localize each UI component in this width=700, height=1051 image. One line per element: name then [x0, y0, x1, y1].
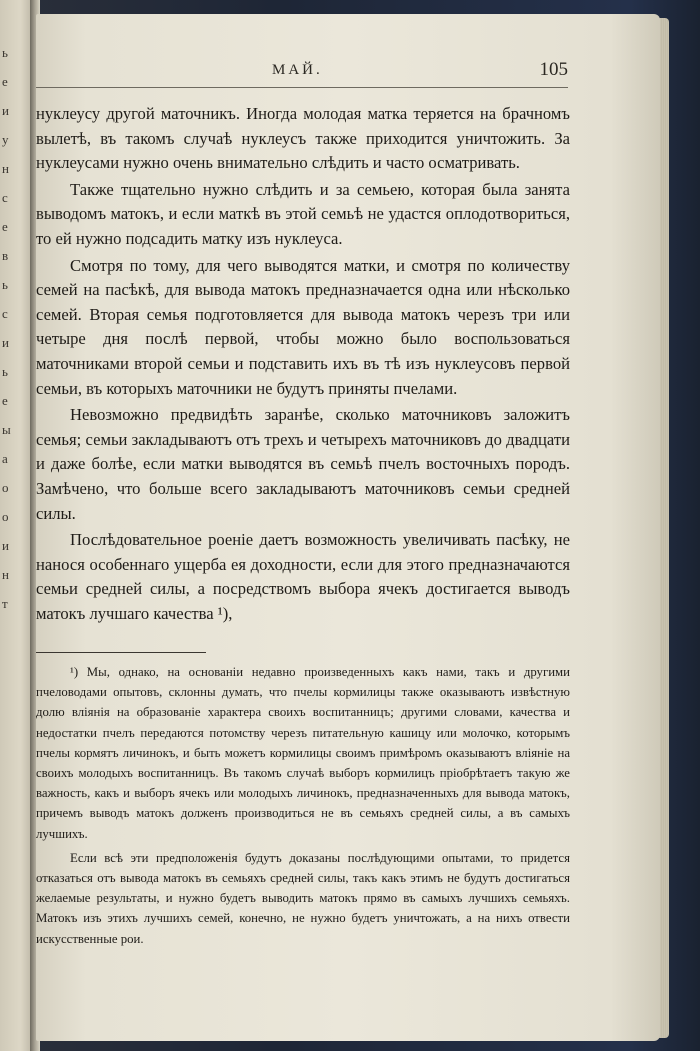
previous-page-fragment: а	[2, 451, 9, 466]
footnotes	[36, 662, 570, 949]
previous-page-fragment: с	[2, 190, 9, 205]
previous-page-fragment: е	[2, 393, 9, 408]
previous-page-fragment: и	[2, 103, 10, 118]
previous-page-fragment: о	[2, 509, 10, 524]
previous-page-fragment: с	[2, 306, 9, 321]
previous-page-fragment: о	[2, 480, 10, 495]
previous-page-fragment: ь	[2, 277, 9, 292]
footnote-paragraph: ¹) Мы, однако, на основаніи недавно произведенныхъ какъ нами, такъ и другими пчеловодами опытовъ, склонны думать, что пчелы кормилицы также оказываютъ извѣстную долю вліянія на образованіе характера своихъ воспитанницъ; другими словами, качества и недостатки пчелъ передаются потомству черезъ питательную кашицу или молочко, которымъ пчелы кормятъ личинокъ, и быть можетъ кормилицы своимъ примѣромъ оказываютъ вліяніе на своихъ молодыхъ воспитанницъ. Въ такомъ случаѣ выборъ кормилицъ пріобрѣтаетъ такую же важность, какъ и выборъ ячекъ или молодыхъ личинокъ, предназначенныхъ для вывода матокъ, причемъ выводъ матокъ долженъ производиться не въ семьяхъ средней силы, а въ самыхъ лучшихъ.	[36, 665, 570, 841]
previous-page-fragment: н	[2, 161, 10, 176]
previous-page-fragment: в	[2, 248, 10, 263]
running-head: МАЙ.	[272, 62, 323, 78]
page-header	[36, 59, 660, 86]
book-page	[36, 14, 660, 1041]
footnote-paragraph: Если всѣ эти предположенія будутъ доказаны послѣдующими опытами, то придется отказаться отъ вывода матокъ въ семьяхъ средней силы, такъ какъ этимъ не будутъ достигаться желаемые результаты, и нужно будетъ выводить матокъ прямо въ самыхъ лучшихъ семьяхъ. Матокъ изъ этихъ лучшихъ семей, конечно, не нужно будетъ уничтожать, а на нихъ отвести искусственные рои.	[36, 850, 570, 946]
previous-page-fragment: т	[2, 596, 9, 611]
previous-page-fragment: у	[2, 132, 10, 147]
previous-page-fragment: н	[2, 567, 10, 582]
main-text	[36, 102, 570, 626]
body-paragraph: Смотря по тому, для чего выводятся матки, и смотря по количеству семей на пасѣкѣ, для вывода матокъ предназначается одна или нѣсколько семей. Вторая семья подготовляется для вывода матокъ черезъ три или четыре дня послѣ первой, чтобы можно было воспользоваться маточниками второй семьи и подставить ихъ въ тѣ изъ нуклеусовъ первой семьи, въ которыхъ маточники не будутъ приняты пчелами.	[36, 255, 570, 398]
previous-page-fragment: ь	[2, 364, 9, 379]
previous-page-edge	[0, 0, 34, 1051]
footnote-rule	[36, 652, 206, 653]
previous-page-fragment: е	[2, 74, 9, 89]
previous-page-fragment: и	[2, 335, 10, 350]
page-number: 105	[539, 59, 568, 80]
previous-page-fragment: ь	[2, 45, 9, 60]
previous-page-fragment: и	[2, 538, 10, 553]
previous-page-fragment: ы	[2, 422, 12, 437]
body-paragraph: Также тщательно нужно слѣдить и за семьею, которая была занята выводомъ матокъ, и если маткѣ въ этой семьѣ не удастся оплодотвориться, то ей нужно подсадить матку изъ нуклеуса.	[36, 179, 570, 248]
previous-page-fragment: е	[2, 219, 9, 234]
body-paragraph: Невозможно предвидѣть заранѣе, сколько маточниковъ заложитъ семья; семьи закладываютъ отъ трехъ и четырехъ маточниковъ до двадцати и даже болѣе, если матки выводятся въ семьѣ пчелъ восточныхъ породъ. Замѣчено, что больше всего закладываютъ маточниковъ семьи средней силы.	[36, 405, 570, 523]
body-paragraph: нуклеусу другой маточникъ. Иногда молодая матка теряется на брачномъ вылетѣ, въ такомъ случаѣ нуклеусъ также приходится уничтожить. За нуклеусами нужно очень внимательно слѣдить и часто осматривать.	[36, 104, 570, 173]
body-paragraph: Послѣдовательное роеніе даетъ возможность увеличивать пасѣку, не нанося особеннаго ущерба ея доходности, если для этого предназначаются семьи средней силы, а посредствомъ выбора ячекъ достигается выводъ матокъ лучшаго качества ¹),	[36, 530, 570, 623]
header-rule	[36, 87, 568, 88]
